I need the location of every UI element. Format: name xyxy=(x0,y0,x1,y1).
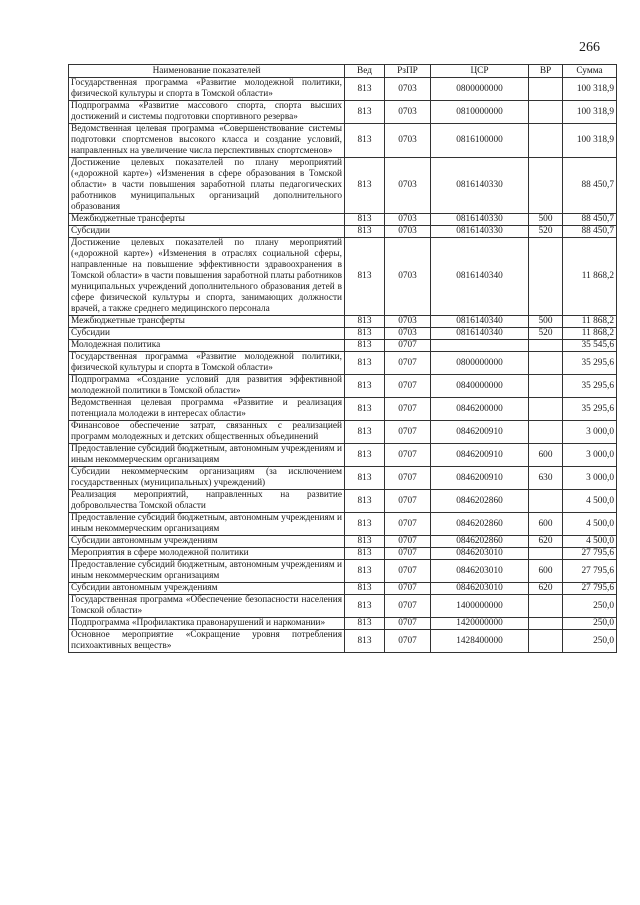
row-sum-cell: 250,0 xyxy=(563,595,617,618)
row-sum-cell: 4 500,0 xyxy=(563,513,617,536)
row-ved-cell: 813 xyxy=(345,78,385,101)
row-name-cell: Подпрограмма «Профилактика правонарушений и наркомании» xyxy=(69,618,345,630)
table-row xyxy=(69,618,617,630)
row-csr-cell: 1428400000 xyxy=(431,630,529,653)
row-name-cell: Предоставление субсидий бюджетным, автономным учреждениям и иным некоммерческим организациям xyxy=(69,560,345,583)
row-csr-cell: 0846202860 xyxy=(431,536,529,548)
row-rzpr-cell: 0703 xyxy=(385,226,431,238)
row-rzpr-cell: 0707 xyxy=(385,618,431,630)
table-row xyxy=(69,513,617,536)
row-csr-cell: 0846203010 xyxy=(431,583,529,595)
row-rzpr-cell: 0703 xyxy=(385,214,431,226)
row-sum-cell: 4 500,0 xyxy=(563,536,617,548)
table-row xyxy=(69,238,617,316)
row-name-cell: Достижение целевых показателей по плану мероприятий («дорожной карте») «Изменения в сфере образования в Томской области» в части повышения заработной платы педагогических работников муниципальных организаций дополнительного образования xyxy=(69,158,345,214)
row-vr-cell: 500 xyxy=(529,316,563,328)
row-csr-cell: 0846200000 xyxy=(431,398,529,421)
row-csr-cell: 0846200910 xyxy=(431,467,529,490)
row-ved-cell: 813 xyxy=(345,618,385,630)
row-vr-cell xyxy=(529,421,563,444)
row-ved-cell: 813 xyxy=(345,444,385,467)
row-sum-cell: 88 450,7 xyxy=(563,214,617,226)
row-name-cell: Государственная программа «Развитие молодежной политики, физической культуры и спорта в Томской области» xyxy=(69,352,345,375)
row-sum-cell: 11 868,2 xyxy=(563,316,617,328)
row-sum-cell: 3 000,0 xyxy=(563,444,617,467)
row-csr-cell: 0800000000 xyxy=(431,352,529,375)
table-row xyxy=(69,398,617,421)
table-row xyxy=(69,226,617,238)
row-vr-cell: 630 xyxy=(529,467,563,490)
row-rzpr-cell: 0707 xyxy=(385,536,431,548)
row-csr-cell: 0816140340 xyxy=(431,316,529,328)
table-row xyxy=(69,101,617,124)
row-rzpr-cell: 0703 xyxy=(385,124,431,158)
row-name-cell: Межбюджетные трансферты xyxy=(69,316,345,328)
row-csr-cell: 0810000000 xyxy=(431,101,529,124)
row-ved-cell: 813 xyxy=(345,238,385,316)
row-vr-cell: 600 xyxy=(529,444,563,467)
table-row xyxy=(69,444,617,467)
row-name-cell: Подпрограмма «Создание условий для развития эффективной молодежной политики в Томской области» xyxy=(69,375,345,398)
row-name-cell: Подпрограмма «Развитие массового спорта, спорта высших достижений и системы подготовки спортивного резерва» xyxy=(69,101,345,124)
row-name-cell: Предоставление субсидий бюджетным, автономным учреждениям и иным некоммерческим организациям xyxy=(69,444,345,467)
row-csr-cell: 0846202860 xyxy=(431,513,529,536)
row-ved-cell: 813 xyxy=(345,226,385,238)
row-csr-cell: 0816100000 xyxy=(431,124,529,158)
row-rzpr-cell: 0703 xyxy=(385,238,431,316)
row-vr-cell xyxy=(529,398,563,421)
row-sum-cell: 35 295,6 xyxy=(563,398,617,421)
row-name-cell: Ведомственная целевая программа «Развитие и реализация потенциала молодежи в интересах области» xyxy=(69,398,345,421)
table-row xyxy=(69,467,617,490)
table-body xyxy=(69,78,617,653)
row-rzpr-cell: 0707 xyxy=(385,340,431,352)
row-ved-cell: 813 xyxy=(345,316,385,328)
row-sum-cell: 27 795,6 xyxy=(563,560,617,583)
table-row xyxy=(69,490,617,513)
row-vr-cell xyxy=(529,375,563,398)
row-vr-cell: 620 xyxy=(529,583,563,595)
row-vr-cell: 520 xyxy=(529,226,563,238)
row-csr-cell: 0846203010 xyxy=(431,560,529,583)
table-row xyxy=(69,536,617,548)
row-rzpr-cell: 0707 xyxy=(385,352,431,375)
table-row xyxy=(69,352,617,375)
row-ved-cell: 813 xyxy=(345,548,385,560)
row-vr-cell xyxy=(529,78,563,101)
row-name-cell: Государственная программа «Развитие молодежной политики, физической культуры и спорта в Томской области» xyxy=(69,78,345,101)
row-name-cell: Предоставление субсидий бюджетным, автономным учреждениям и иным некоммерческим организациям xyxy=(69,513,345,536)
row-rzpr-cell: 0707 xyxy=(385,630,431,653)
row-vr-cell xyxy=(529,238,563,316)
row-csr-cell: 0846202860 xyxy=(431,490,529,513)
row-ved-cell: 813 xyxy=(345,630,385,653)
row-ved-cell: 813 xyxy=(345,214,385,226)
table-row xyxy=(69,316,617,328)
row-vr-cell xyxy=(529,490,563,513)
row-csr-cell: 0846200910 xyxy=(431,444,529,467)
row-sum-cell: 100 318,9 xyxy=(563,101,617,124)
row-sum-cell: 88 450,7 xyxy=(563,226,617,238)
header-rzpr: РзПР xyxy=(385,65,431,78)
table-row xyxy=(69,375,617,398)
header-sum: Сумма xyxy=(563,65,617,78)
row-vr-cell xyxy=(529,618,563,630)
header-csr: ЦСР xyxy=(431,65,529,78)
row-ved-cell: 813 xyxy=(345,467,385,490)
row-name-cell: Мероприятия в сфере молодежной политики xyxy=(69,548,345,560)
row-csr-cell: 0840000000 xyxy=(431,375,529,398)
row-csr-cell: 0816140330 xyxy=(431,226,529,238)
row-vr-cell: 500 xyxy=(529,214,563,226)
row-csr-cell: 0800000000 xyxy=(431,78,529,101)
row-vr-cell xyxy=(529,352,563,375)
row-rzpr-cell: 0707 xyxy=(385,583,431,595)
table-row xyxy=(69,560,617,583)
row-name-cell: Субсидии xyxy=(69,328,345,340)
row-ved-cell: 813 xyxy=(345,352,385,375)
row-name-cell: Государственная программа «Обеспечение безопасности населения Томской области» xyxy=(69,595,345,618)
row-ved-cell: 813 xyxy=(345,375,385,398)
row-rzpr-cell: 0703 xyxy=(385,78,431,101)
row-csr-cell: 0816140330 xyxy=(431,214,529,226)
row-vr-cell xyxy=(529,630,563,653)
row-ved-cell: 813 xyxy=(345,101,385,124)
row-name-cell: Реализация мероприятий, направленных на развитие добровольчества Томской области xyxy=(69,490,345,513)
table-row xyxy=(69,340,617,352)
row-sum-cell: 3 000,0 xyxy=(563,467,617,490)
row-ved-cell: 813 xyxy=(345,595,385,618)
row-ved-cell: 813 xyxy=(345,583,385,595)
row-rzpr-cell: 0703 xyxy=(385,158,431,214)
row-csr-cell: 0816140340 xyxy=(431,328,529,340)
row-rzpr-cell: 0707 xyxy=(385,375,431,398)
row-rzpr-cell: 0707 xyxy=(385,548,431,560)
row-rzpr-cell: 0707 xyxy=(385,398,431,421)
row-name-cell: Субсидии автономным учреждениям xyxy=(69,583,345,595)
row-rzpr-cell: 0707 xyxy=(385,444,431,467)
row-ved-cell: 813 xyxy=(345,560,385,583)
row-csr-cell: 1420000000 xyxy=(431,618,529,630)
row-name-cell: Межбюджетные трансферты xyxy=(69,214,345,226)
row-rzpr-cell: 0707 xyxy=(385,560,431,583)
row-name-cell: Молодежная политика xyxy=(69,340,345,352)
row-sum-cell: 88 450,7 xyxy=(563,158,617,214)
row-sum-cell: 35 295,6 xyxy=(563,375,617,398)
table-row xyxy=(69,421,617,444)
row-sum-cell: 11 868,2 xyxy=(563,238,617,316)
row-sum-cell: 100 318,9 xyxy=(563,78,617,101)
row-rzpr-cell: 0707 xyxy=(385,595,431,618)
row-vr-cell xyxy=(529,124,563,158)
row-sum-cell: 27 795,6 xyxy=(563,583,617,595)
header-name: Наименование показателей xyxy=(69,65,345,78)
row-ved-cell: 813 xyxy=(345,340,385,352)
row-csr-cell: 1400000000 xyxy=(431,595,529,618)
table-header-row xyxy=(69,65,617,78)
row-ved-cell: 813 xyxy=(345,513,385,536)
row-vr-cell xyxy=(529,340,563,352)
row-ved-cell: 813 xyxy=(345,124,385,158)
row-sum-cell: 35 295,6 xyxy=(563,352,617,375)
row-sum-cell: 250,0 xyxy=(563,618,617,630)
row-csr-cell: 0846203010 xyxy=(431,548,529,560)
row-ved-cell: 813 xyxy=(345,536,385,548)
row-name-cell: Ведомственная целевая программа «Совершенствование системы подготовки спортсменов высокого класса и создание условий, направленных на увеличение числа перспективных спортсменов» xyxy=(69,124,345,158)
row-vr-cell xyxy=(529,101,563,124)
row-csr-cell xyxy=(431,340,529,352)
row-ved-cell: 813 xyxy=(345,158,385,214)
page-number: 266 xyxy=(579,40,600,55)
row-sum-cell: 250,0 xyxy=(563,630,617,653)
row-name-cell: Субсидии автономным учреждениям xyxy=(69,536,345,548)
row-ved-cell: 813 xyxy=(345,398,385,421)
table-row xyxy=(69,583,617,595)
table-row xyxy=(69,214,617,226)
row-sum-cell: 11 868,2 xyxy=(563,328,617,340)
header-vr: ВР xyxy=(529,65,563,78)
table-row xyxy=(69,158,617,214)
row-sum-cell: 3 000,0 xyxy=(563,421,617,444)
row-sum-cell: 4 500,0 xyxy=(563,490,617,513)
budget-table xyxy=(68,64,617,653)
row-rzpr-cell: 0703 xyxy=(385,328,431,340)
row-vr-cell xyxy=(529,548,563,560)
table-row xyxy=(69,595,617,618)
row-name-cell: Основное мероприятие «Сокращение уровня потребления психоактивных веществ» xyxy=(69,630,345,653)
table-row xyxy=(69,328,617,340)
row-vr-cell: 600 xyxy=(529,560,563,583)
row-vr-cell: 600 xyxy=(529,513,563,536)
row-csr-cell: 0816140340 xyxy=(431,238,529,316)
row-sum-cell: 100 318,9 xyxy=(563,124,617,158)
row-rzpr-cell: 0707 xyxy=(385,467,431,490)
row-name-cell: Субсидии некоммерческим организациям (за исключением государственных (муниципальных) учреждений) xyxy=(69,467,345,490)
row-vr-cell xyxy=(529,595,563,618)
row-vr-cell xyxy=(529,158,563,214)
row-csr-cell: 0816140330 xyxy=(431,158,529,214)
row-ved-cell: 813 xyxy=(345,490,385,513)
row-rzpr-cell: 0707 xyxy=(385,513,431,536)
row-ved-cell: 813 xyxy=(345,421,385,444)
row-rzpr-cell: 0707 xyxy=(385,421,431,444)
row-rzpr-cell: 0703 xyxy=(385,316,431,328)
row-vr-cell: 520 xyxy=(529,328,563,340)
row-name-cell: Финансовое обеспечение затрат, связанных с реализацией программ молодежных и детских общественных объединений xyxy=(69,421,345,444)
table-row xyxy=(69,78,617,101)
row-sum-cell: 27 795,6 xyxy=(563,548,617,560)
row-vr-cell: 620 xyxy=(529,536,563,548)
table-row xyxy=(69,548,617,560)
header-ved: Вед xyxy=(345,65,385,78)
row-name-cell: Достижение целевых показателей по плану мероприятий («дорожной карте») «Изменения в отраслях социальной сферы, направленные на повышение эффективности здравоохранения в Томской области» в части повышения заработной платы работников муниципальных учреждений дополнительного образования детей в сфере физической культуры и спорта, занимающих должности врачей, а также среднего медицинского персонала xyxy=(69,238,345,316)
row-ved-cell: 813 xyxy=(345,328,385,340)
row-rzpr-cell: 0703 xyxy=(385,101,431,124)
row-name-cell: Субсидии xyxy=(69,226,345,238)
table-row xyxy=(69,630,617,653)
row-sum-cell: 35 545,6 xyxy=(563,340,617,352)
table-row xyxy=(69,124,617,158)
row-csr-cell: 0846200910 xyxy=(431,421,529,444)
row-rzpr-cell: 0707 xyxy=(385,490,431,513)
